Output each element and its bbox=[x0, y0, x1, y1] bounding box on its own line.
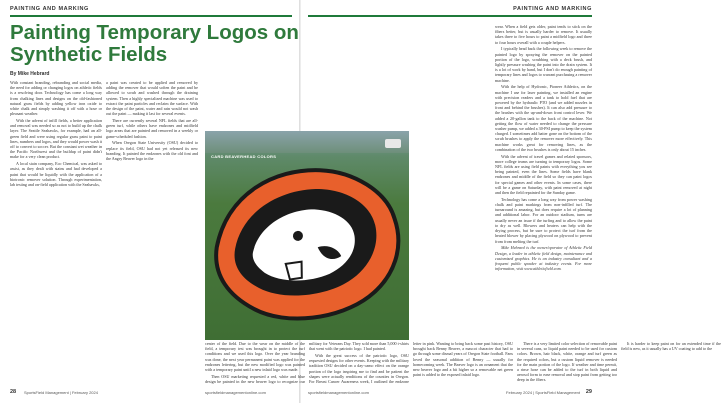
paragraph: With constant branding, rebranding and social media, the need for adding or changing logos on athletic fields is a resolving door. Technology has come a long way from chalking lines and designs on the old-fashioned natural grass fields by adding yellow iron oxide to white chalk and simply washing it off with a hose or pleasant weather. bbox=[10, 80, 102, 117]
footer-label-right: February 2024 | SportsField Management bbox=[506, 390, 580, 395]
article-column-1 bbox=[10, 80, 102, 189]
page-number-left: 28 bbox=[10, 389, 17, 395]
paragraph: With the great success of the patriotic logo, OSU requested designs for other events. Keeping with the military tradition OSU decided on a day-camo effect on the orange portion of the logo inspiring me to find and be patient the shapes were actually renditions of the counties in Oregon. For Breast Cancer Awareness week, I outlined the endzone letter in pink. Wanting to bring back some past history, OSU brought back Benny Beaver, a mascot character that had to go through some dismal years of Oregon State football. Fans loved the seasonal addition of Benny — usually for homecoming week. The Beaver logo is an ornament that the new beaver logo and a bit higher so a removable net green paint is added to the exposed inlaid logo. bbox=[309, 341, 513, 385]
paragraph: When Oregon State University (OSU) decided to replace its field, OSU had not yet released its new branding. It painted the endzones with the old font and the Angry Beaver logo in the bbox=[106, 140, 198, 162]
section-label-left: PAINTING AND MARKING bbox=[10, 6, 89, 12]
paragraph: A local stain company, Eco Chemical, was asked to assist, as they dealt with stains and had developed a paint that would be liquidly with the application of a biotronic remover solution. Through experimentation, lab testing and on-field application with the Seahawks, bbox=[10, 161, 102, 188]
section-label-right: PAINTING AND MARKING bbox=[513, 6, 592, 12]
article-column-3 bbox=[205, 341, 721, 389]
paragraph: I typically head back the following week to remove the painted logo by spraying the remover on the painted portion of the logo, scrubbing with a deck brush, and lightly pressure washing the paint into the drain system. It is a lot of work by hand, but I don't do enough painting of temporary lines and logos to warrant purchasing a remover machine. bbox=[495, 46, 592, 83]
page-number-right: 29 bbox=[585, 389, 592, 395]
paragraph: There is a very limited color selection of removable paint in several cans, so liquid paint needed to be used for custom colors. Brown, hair black, white, orange and turf green as the required colors, but a custom liquid remover is needed for the main portion of the logo. If weather and time permit, a rinse hose can be added to the turf in both liquid and aerosol form to ease removal and stop paint from getting too deep in the fibers. bbox=[517, 341, 618, 383]
header-rule-left bbox=[10, 15, 292, 17]
article-column-4 bbox=[495, 24, 592, 273]
paragraph: wear. When a field gets older, paint tends to stick on the fibers better, but is usually harder to remove. It usually takes three to five hours to paint a midfield logo and three to four hours overall with a couple helpers. bbox=[495, 24, 592, 45]
article-column-2 bbox=[106, 80, 198, 163]
paragraph: With the advent of infill fields, a better application and removal was needed so as not to build up the chalk layer. The Seattle Seahawks, for example, had an all-green field and were using regular grass paint to paint lines, numbers and logos, and they would power wash it off to convert to soccer. But the constant wet weather in the Pacific Northwest and the buildup of paint didn't make for a very clean product. bbox=[10, 118, 102, 160]
paragraph: There are currently several NFL fields that are all-green turf, while others have endzones and midfield logo areas that are painted and removed in a weekly or game-scheduled fashion. bbox=[106, 118, 198, 139]
paragraph: Then OSU marketing requested a red, white and blue design be painted in the new beaver logo to recognize our military for Veterans Day. They sold more than 5,000 t-shirts that went with the patriotic logo. I had painted. bbox=[205, 341, 409, 385]
paragraph: With the advent of travel games and related sponsors, more college teams are turning to temporary logos. Some NFL fields are using field paints with everything you see being painted, even the lines. Some fields have blank endzones and middle of the field so they can paint logos for special games and other events. In some cases, there will be a game on Saturday, with paint removed at night and then the field repainted for the Sunday game. bbox=[495, 153, 592, 196]
footer-label-left: SportsField Management | February 2024 bbox=[24, 390, 98, 395]
paragraph: a paint was created to be applied and removed by adding the remover that would soften the paint and be allowed to scrub and washed through the draining system. Then a highly specialized machine was used to extract the paint particles and reclaim the surface. With the design of the paint, water and rain would not wash out the paint — making it last for several events. bbox=[106, 80, 198, 117]
article-byline: By Mike Hebrard bbox=[10, 71, 50, 77]
paragraph: With the help of Hydronic, Pioneer Athletics, on the machine I use for laser painting, we installed an engine with precision readers and a tank to hold fuel that are powered by the hydraulic PTO (and we added nozzles in front and behind the brushes). It can also add pressure to the brushes with the up-and-down front control lever. We added a 20-gallon tank to the back of the machine. Not getting the flow of water needed to change the pressure washer pump, we added a 30-PSI pump to keep the system charged. I sometimes add batter gone on the bottom of the scrub brushes to apply the remover more effectively. This machine works great for removing lines, as the combination of the two brushes is only about 15 inches. bbox=[495, 84, 592, 152]
photo-caption: CARD BEAVERHEAD COLORS bbox=[211, 154, 277, 159]
footer-url-left: sportsfieldmanagementonline.com bbox=[205, 390, 266, 395]
paragraph: It is harder to keep paint on for an extended time if the field is new, as it usually has a UV coating to add to the bbox=[621, 341, 721, 352]
field-photo bbox=[205, 131, 409, 340]
paragraph: Technology has come a long way from power washing chalk and paint markings from non-infilled turf. The turnaround is amazing, but does require a lot of planning and additional labor. For an outdoor stadium, turns are usually never an issue if the turfing and to allow the paint to dry as well. Blowers and heaters can help with the drying process, but be sure to protect the turf from the heated blower by placing plywood on plywood to prevent from from melting the turf. bbox=[495, 196, 592, 244]
beaver-logo-icon bbox=[205, 131, 409, 340]
author-bio: Mike Hebrard is the owner/operator of Athletic Field Design, a leader in athletic field design, maintenance and customized graphics. He is an industry consultant and a frequent public speaker at industry events. For more information, visit www.athleticfield.com. bbox=[495, 245, 592, 272]
article-title: Painting Temporary Logos on Synthetic Fields bbox=[10, 21, 299, 66]
header-rule-right bbox=[308, 15, 592, 17]
paragraph: center of the field. Due to the wear on the middle of the field, a temporary test was brought in to protect the turf conditions and we used this logo. Over the year branding was done, the next year permanent paint was applied for the endzones lettering, but the new modified logo was painted with a temporary paint until a new inlaid logo was made. bbox=[205, 341, 305, 373]
footer-url-right: sportsfieldmanagementonline.com bbox=[308, 390, 369, 395]
